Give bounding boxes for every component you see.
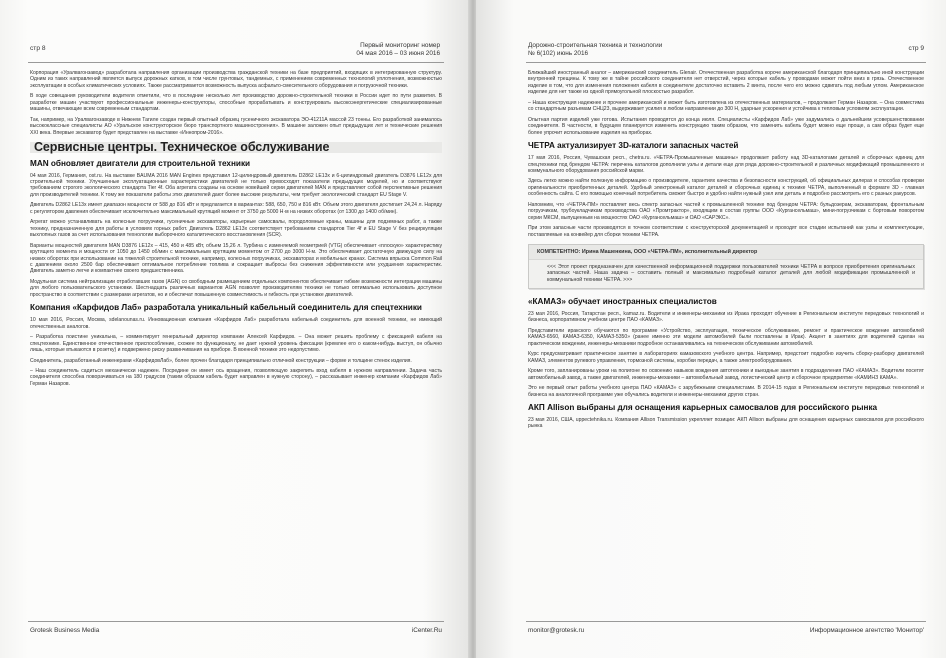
left-page [0,0,470,658]
left-header-line-2: 04 мая 2016 – 03 июня 2016 [356,50,440,57]
intro-paragraph: – Наша конструкция надежнее и прочнее американской и может быть изготовлена из отечественных материалов, – продолжает Герман Назаров. – Она совместима со стандартным разъемам СНЦ23, выдерживает усилия в любом направлении до 300 Н, ударные ускорения и устойчива к тепловым условиям эксплуатации. [528,99,924,113]
right-body [528,70,924,434]
article-title-kamaz: «КАМАЗ» обучает иностранных специалистов [528,297,717,307]
intro-paragraph: Корпорация «Уралвагонзавод» разработала направления организации производства гражданской техники на базе предприятий, входящих в интегрированную структуру. Одним из таких направлений является выпуск дорожных катков, в том числе грунтовых, тандемных, с применением современных технологий уплотнения, возможностью эксплуатации в особых климатических условиях. Также рассматривается возможность выпуска асфальто-смесительного оборудования и погрузочной техники. [30,70,442,89]
left-footer-publisher: Grotesk Business Media [30,627,100,634]
article-paragraph: 17 мая 2016, Россия, Чувашская респ., chetra.ru. «ЧЕТРА-Промышленные машины» продолжает работу над 3D-каталогами деталей и сборочных единиц для спецтехники под брендом ЧЕТРА: перечень каталогов дополнили узлы и детали еще для ряда дорожно-строительной и различных модификаций промышленного и коммунального оборудования российской марки. [528,155,924,174]
article-paragraph: Модульная система нейтрализации отработавших газов (AGN) со свободным размещением отдельных компонентов обеспечивает гибкие возможности интеграции машины для любого пользовательского установки. Шестнадцать различных вариантов AGN позволят производителям техники не только оптимально использовать доступное пространство в соответствии с размерами агрегатов, но и обеспечат повышенную совместимость и гибкость при установке двигателей. [30,278,442,298]
right-header-rule [526,62,926,63]
article-title-chetra: ЧЕТРА актуализирует 3D-каталоги запасных частей [528,141,739,151]
section-title: Сервисные центры. Техническое обслуживание [30,142,442,152]
article-paragraph: Представители иракского обучаются по программе «Устройство, эксплуатация, техническое обслуживание, ремонт и практическое вождение автомобилей КАМАЗ-6560, КАМАЗ-6350, КАМАЗ-5350» (ранее именно эти модели автомобилей были поставлены в Ирак). Акцент в занятиях для водителей сделан на практическом вождении, инженеры-механики подробное останавливались на техническом обслуживании автомобилей. [528,327,924,347]
left-footer-rule [28,621,444,622]
article-title-allison: АКП Allison выбраны для оснащения карьерных самосвалов для российского рынка [528,403,878,412]
left-header-line-1: Первый мониторинг номер [360,42,440,49]
right-footer-email: monitor@grotesk.ru [528,627,585,634]
article-paragraph: Варианты мощностей двигателя MAN D3876 LE12x – 415, 450 и 485 кВт, объем 15,26 л. Турбина с изменяемой геометрией (VTG) обеспечивает «плоскую» характеристику крутящего момента и мощности от 1050 до 1450 об/мин с максимальным крутящим моментом от 2700 до 3000 Н·м. Это обеспечивает достаточную движущую силу на низких оборотах при использовании на тяжелой строительной технике, например, колесных погрузчиках, экскаваторах и мобильных кранах. Система впрыска Common Rail с давлением около 2500 бар обеспечивает оптимальное потребление топлива и сокращает выбросы без снижения эффективности или ухудшения характеристик. Двигатель заметно легче и компактнее своего предшественника. [30,242,442,275]
article-paragraph: Здесь легко можно найти полезную информацию о производителе, гарантиях качества и безопасности конструкций, об официальных дилерах и способах проверки оригинальности приобретенных деталей. Удобный электронный каталог деталей и сборочных единиц к технике ЧЕТРА, выполненный в формате 3D - главная особенность сайта. С его помощью конечный потребитель сможет быстро и удобно найти нужный узел или деталь и подробно рассмотреть его с разных ракурсов. [528,178,924,198]
left-footer-brand: iCenter.Ru [411,627,442,634]
article-paragraph: Курс предусматривает практическое занятие в лабораториях камазовского учебного центра. Например, предстоит подробно изучить сборку-разборку двигателей КАМАЗ, элементов рулевого управления, тормозной системы, коробки передач, а также электрооборудования. [528,351,924,364]
article-paragraph: Напомним, что «ЧЕТРА-ПМ» поставляет весь спектр запасных частей к промышленной технике под брендом ЧЕТРА: бульдозерам, экскаваторам, фронтальным погрузчикам, трубоукладчикам производства ОАО «Промтрактор», входящим в состав группы ООО «Кургансельмаш», мини-погрузчикам с бортовым поворотом серии МКСМ, выпущенным на мощностях ОАО «Кургансельмаш» и ОАО «САРЭКС». [528,201,924,221]
article-paragraph: 10 мая 2016, Россия, Москва, sdelanounas.ru. Инновационная компания «Карфидов Лаб» разработала кабельный соединитель для военной техники, не имеющий отечественных аналогов. [30,317,442,330]
article-paragraph: 04 мая 2016, Германия, ost.ru. На выставке BAUMA 2016 MAN Engines представил 12-цилиндровый двигатель D2862 LE13x и 6-цилиндровый двигатель D3876 LE12x для строительной техники. Улучшенные эксплуатационные характеристики двигателей не только превосходят показатели предыдущих моделей, но и соответствуют требованиям строгого экологического стандарта Tier 4f. Оба агрегата созданы на основе новейшей серии двигателей MAN и представляют собой перспективные решения для производителей техники. К тому же показатели работы этих двигателей дают более высокие результаты, чем требует экологический стандарт EU Stage V. [30,172,442,198]
right-footer-rule [526,621,926,622]
intro-paragraph: Ближайший иностранный аналог – американский соединитель Glenair. Отечественная разработка короче американской благодаря принципиально иной конструкции внутренней трещины. К тому же в тайне российского соединителя нет отверстий, через которые кабель у проводами может пойти вниз в грязь. Отечественное изделие в том, что для изменения положения кабеля в соединителе достаточно вставить 2 винта, после чего его можно сдвигать под любым углом. Американское изделие для нет также из одной прямоугольной плоскостью разработ. [528,70,924,96]
article-title-karfidov: Компания «Карфидов Лаб» разработала уникальный кабельный соединитель для спецтехники [30,303,422,313]
expert-quote-box [528,244,924,289]
article-paragraph: Это не первый опыт работы учебного центра ПАО «КАМАЗ» с зарубежными специалистами. В 2014-15 годах в Региональном институте передовых технологий и бизнеса на аналогичной программе уже обучались водители и инженеры-механики других стран. [528,385,924,398]
article-title-man: MAN обновляет двигатели для строительной техники [30,158,251,168]
intro-paragraph: В ходе совещания руководители водителя отметили, что в последние несколько лет производство дорожно-строительной техники в России идет по пути развития. В разработке машин участвуют профессиональные инженеры-конструкторы, способные прорабатывать и конструировать высокоэнергетические специализированные машины, отвечающие всем современным стандартам. [30,93,442,113]
left-page-number: стр 8 [30,45,46,52]
right-header-line-2: № 6(102) июнь 2016 [528,50,589,57]
intro-paragraph: Так, например, на Уралвагонзаводе в Нижнем Тагиле создан первый опытный образец гусеничного экскаватора ЭО-41211А массой 23 тонны. Его разработкой занималось высококлассные специалисты АО «Уральское конструкторское бюро транспортного машиностроения». В машине заложен опыт предыдущих лет и технические решения XXI века. Впервые экскаватор будет представлен на выставке «Иннопром-2016». [30,116,442,136]
article-paragraph: Соединитель, разработанный инженерами «КарфидовЛаб», более прочен благодаря принципиально отличной конструкции – форме и толщине стенок изделия. [30,357,412,364]
quote-body: <<< Этот проект предназначен для качественной информационной поддержки пользователей техники ЧЕТРА в вопросе приобретения оригинальных запасных частей. Наша задача – составить полный и максимально подробный каталог деталей для любой модификации промышленной и коммунальной техники ЧЕТРА. >>> [547,263,915,283]
article-paragraph: При этом запасные части производятся в точном соответствии с конструкторской документацией и проходят все стадии испытаний как узлы и комплектующие, поставляемые на конвейер для сборки техники ЧЕТРА. [528,225,924,238]
quote-title: КОМПЕТЕНТНО: Ирина Машенкина, ООО «ЧЕТРА-ПМ», исполнительный директор [529,245,923,259]
intro-paragraph: Опытная партия изделий уже готова. Испытания проводятся до конца июля. Специалисты «Карфидов Лаб» уже задумались о дальнейшем усовершенствовании соединителя. В частности, в будущем планируется изменить конструкцию таким образом, что заменить кабель будет можно еще проще, а сам образ будет еще более упрочит использование изделия на приборах. [528,116,924,136]
article-paragraph: Двигатель D2862 LE13x имеет диапазон мощности от 588 до 816 кВт и предлагается в вариантах: 588, 650, 750 и 816 кВт. Объем этого двигателя достигает 24,24 л. Наряду с регулятором давления обеспечивает исключительно максимальный крутящий момент от 3750 до 5000 Н·м на низких оборотах (от 1300 до 1400 об/мин). [30,202,442,215]
right-footer-agency: Информационное агентство 'Монитор' [809,627,924,634]
left-header-rule [28,62,444,63]
article-paragraph: Агрегат можно устанавливать на колесные погрузчики, гусеничные экскаваторы, карьерные самосвалы, породоломные краны, машины для подземных работ, а также технику, предназначенную для работы в условиях горных работ. Двигатель D2862 LE13x соответствует требованиям стандартов Tier 4f и EU Stage V без рециркуляции выхлопных газов за счет использования технологии выборочного каталитического восстановления (SCR). [30,219,442,239]
right-page [476,0,946,658]
article-paragraph: 23 мая 2016, Россия, Татарстан респ., kamaz.ru. Водители и инженеры-механики из Ирака проходят обучение в Региональном институте передовых технологий и бизнеса, корпоративном учебном центре ПАО «КАМАЗ». [528,311,924,324]
article-paragraph: Кроме того, запланированы уроки на полигоне по освоению навыков вождения автотехники и выездные занятия в подразделения ПАО «КАМАЗ». Водители посетят автомобильный завод, а также двигателей, инженеры-механики – автомобильный завод, логистический центр и сборочное предприятие «КАМИНЗ КАМА». [528,368,924,381]
article-paragraph: 23 мая 2016, США, uppectehnika.ru. Компания Allison Transmission укрепляет позиции: АКП Allison выбраны для оснащения карьерных самосвалов для российского рынка [528,417,924,430]
article-paragraph: – Разработка поистине уникальна, – комментирует генеральный директор компании Алексей Карфидов. – Она может решить проблему с фиксацией кабеля на спецтехнике. Единственное отечественное приспособление, схожее по функционалу, не дает нужной уровень фиксации (кремлее его о каком-нибудь выступ, он обычно лишь, которые втыкаются в розетку) и подвержено риску развинчивания на приборе. В военной технике это недопустимо. [30,334,442,354]
right-header-line-1: Дорожно-строительная техника и технологии [528,42,663,49]
article-paragraph: – Наш соединитель садиться механически надежен. Посредине он имеет ось вращения, позволяющую закрепить вход кабеля в нужном направлении. Задача часть соединителя способна поворачиваться на 180 градусов (таким образом кабель будет направлен в нужную сторону), – рассказывает инженер компании «Карфидов Лаб» Герман Назаров. [30,367,442,387]
right-page-number: стр 9 [908,45,924,52]
left-body [30,70,442,391]
